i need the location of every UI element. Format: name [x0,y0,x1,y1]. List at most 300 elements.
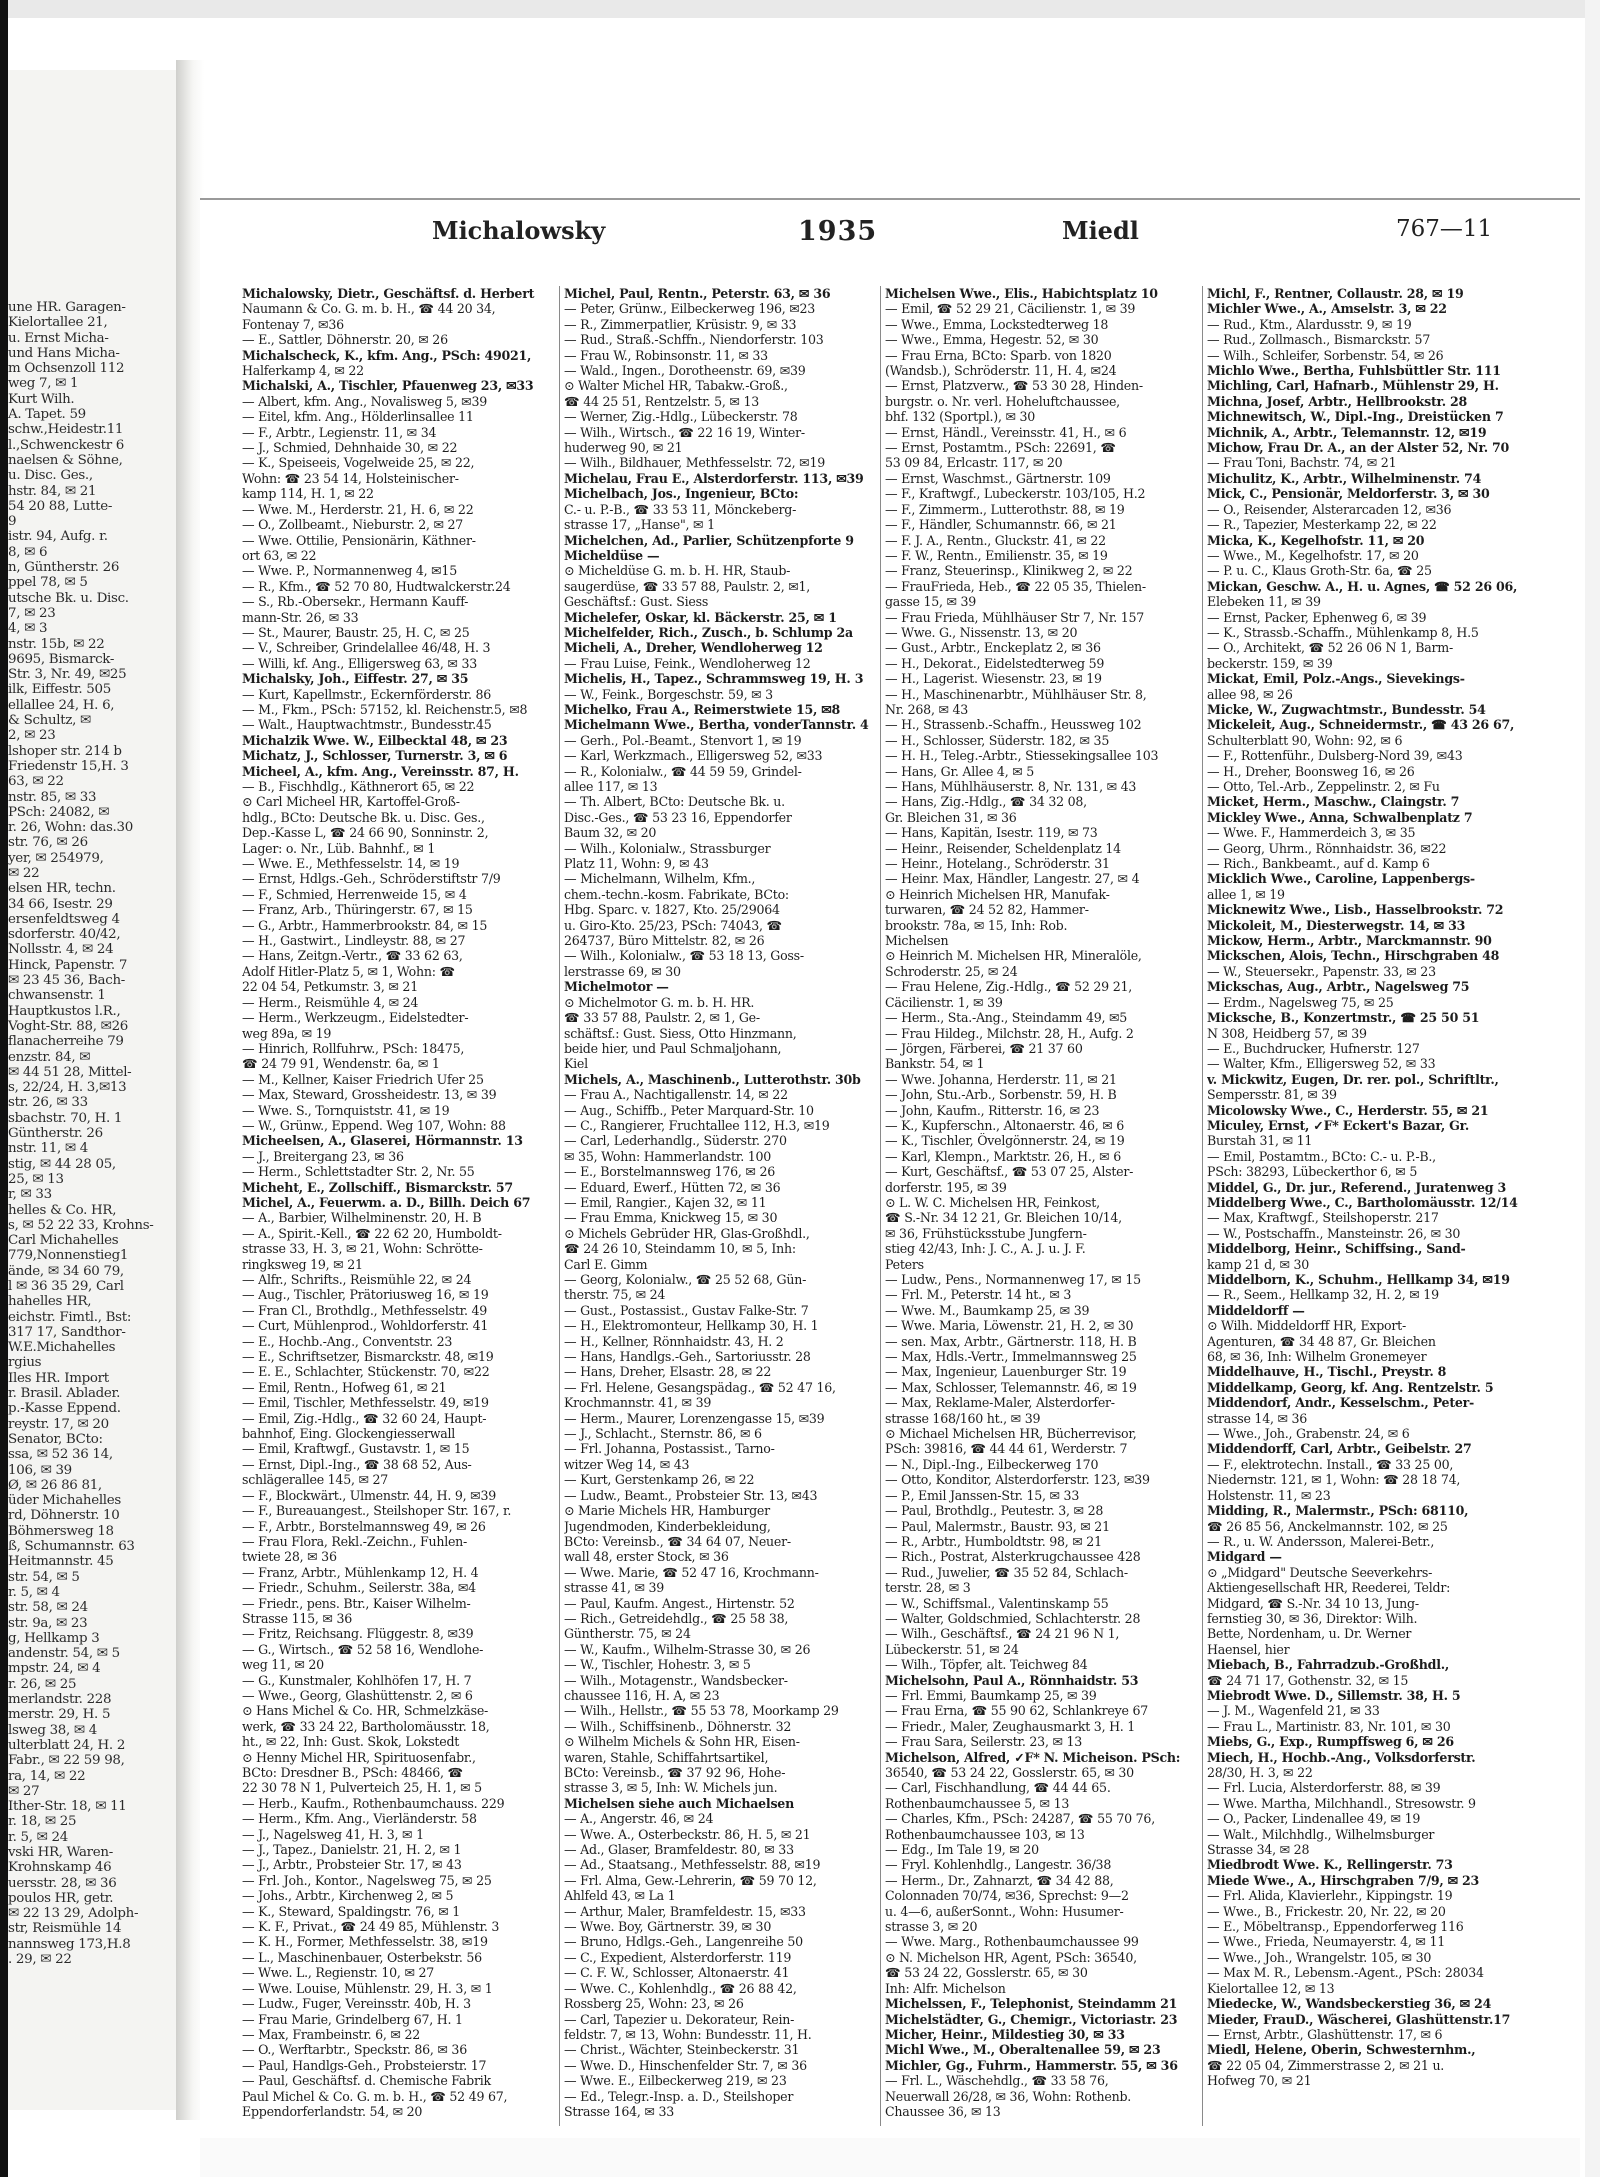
directory-entry: — Paul, Malermstr., Baustr. 93, ✉ 21 [885,1518,1110,1534]
directory-entry: — Albert, kfm. Ang., Novalisweg 5, ✉39 [242,393,487,409]
directory-entry: Haensel, hier [1207,1641,1290,1657]
directory-entry: Strasse 164, ✉ 33 [564,2103,674,2119]
directory-entry: ⊙ Heinrich M. Michelsen HR, Mineralöle, [885,948,1142,964]
directory-entry: Mickschen, Alois, Techn., Hirschgraben 48 [1207,948,1500,964]
directory-entry: Mickschas, Aug., Arbtr., Nagelsweg 75 [1207,979,1470,995]
directory-entry: ⊙ Henny Michel HR, Spirituosenfabr., [242,1749,476,1765]
directory-entry: — Emil, Zig.-Hdlg., ☎ 32 60 24, Haupt- [242,1410,487,1426]
directory-entry: Micolowsky Wwe., C., Herderstr. 55, ✉ 21 [1207,1102,1489,1118]
directory-entry: — F., Rottenführ., Dulsberg-Nord 39, ✉43 [1207,748,1463,764]
directory-entry: — Gust., Postassist., Gustav Falke-Str. 7 [564,1302,809,1318]
directory-entry: — Georg, Kolonialw., ☎ 25 52 68, Gün- [564,1272,807,1287]
directory-entry: — Wwe. A., Osterbeckstr. 86, H. 5, ✉ 21 [564,1826,811,1842]
directory-entry: — Emil, ☎ 52 29 21, Cäcilienstr. 1, ✉ 39 [885,301,1136,317]
directory-entry: — E., Möbeltransp., Eppendorferweg 116 [1207,1919,1464,1935]
directory-entry: — F., Blockwärt., Ulmenstr. 44, H. 9, ✉39 [242,1487,496,1503]
directory-entry: Carl E. Gimm [564,1256,648,1272]
directory-entry: — John, Kaufm., Ritterstr. 16, ✉ 23 [885,1102,1100,1118]
directory-entry: Schroderstr. 25, ✉ 24 [885,963,1018,979]
directory-entry: — Michelmann, Wilhelm, Kfm., [564,871,756,887]
directory-entry: Güntherstr. 75, ✉ 24 [564,1626,691,1642]
directory-entry: Michelssen, F., Telephonist, Steindamm 21 [885,1996,1178,2012]
directory-entry: Cäcilienstr. 1, ✉ 39 [885,994,1003,1010]
directory-entry: ⊙ N. Michelson HR, Agent, PSch: 36540, [885,1949,1137,1965]
facing-page-line: rd, Döhnerstr. 10 [8,1508,120,1524]
directory-entry: — W., Steuersekr., Papenstr. 33, ✉ 23 [1207,963,1436,979]
directory-entry: — J., Schlacht., Sternstr. 86, ✉ 6 [564,1426,762,1442]
directory-entry: — E., Borstelmannsweg 176, ✉ 26 [564,1164,775,1180]
directory-entry: beide hier, und Paul Schmaljohann, [564,1040,782,1056]
directory-entry: — Bruno, Hdlgs.-Geh., Langenreihe 50 [564,1934,803,1950]
directory-entry: — Walt., Hauptwachtmstr., Bundesstr.45 [242,717,492,733]
directory-entry: — Alfr., Schrifts., Reismühle 22, ✉ 24 [242,1272,472,1287]
directory-entry: therstr. 75, ✉ 24 [564,1287,666,1303]
directory-entry: ☎ 53 24 22, Gosslerstr. 65, ✉ 30 [885,1965,1088,1981]
directory-entry: Disc.-Ges., ☎ 53 23 16, Eppendorfer [564,809,792,825]
directory-entry: — Ernst, Händl., Vereinsstr. 41, H., ✉ 6 [885,424,1127,440]
directory-entry: — K., Tischler, Övelgönnerstr. 24, ✉ 19 [885,1133,1125,1149]
directory-entry: Micke, W., Zugwachtmstr., Bundesstr. 54 [1207,701,1486,717]
facing-page-line: r. 26, Wohn: das.30 [8,820,133,836]
directory-entry: — Wilh., Schleifer, Sorbenstr. 54, ✉ 26 [1207,347,1444,363]
directory-entry: Miedbrodt Wwe. K., Rellingerstr. 73 [1207,1857,1453,1873]
directory-entry: — Hans, Mühlhäuserstr. 8, Nr. 131, ✉ 43 [885,779,1137,794]
directory-entry: — Wwe., Frieda, Neumayerstr. 4, ✉ 11 [1207,1934,1445,1950]
directory-entry: Mickow, Herm., Arbtr., Marckmannstr. 90 [1207,933,1492,949]
facing-page-line: PSch: 24082, ✉ [8,804,110,820]
directory-entry: — Wwe. E., Eilbeckerweg 219, ✉ 23 [564,2073,787,2089]
directory-entry: Hbg. Sparc. v. 1827, Kto. 25/29064 [564,902,780,918]
directory-entry: Colonnaden 70/74, ✉36, Sprechst: 9—2 [885,1888,1129,1904]
directory-entry: — Frau Sara, Seilerstr. 23, ✉ 13 [885,1734,1083,1750]
directory-entry: Michalsky, Joh., Eiffestr. 27, ✉ 35 [242,671,469,687]
directory-entry: Hofweg 70, ✉ 21 [1207,2073,1312,2089]
directory-entry: — Eitel, kfm. Ang., Hölderlinsallee 11 [242,409,474,425]
directory-column-3 [885,286,1197,2119]
directory-entry: — E., Buchdrucker, Hufnerstr. 127 [1207,1040,1420,1056]
directory-entry: — W., Schiffsmal., Valentinskamp 55 [885,1595,1109,1611]
facing-page-line: ulterblatt 24, H. 2 [8,1737,126,1753]
directory-entry: — Hans, Dreher, Elsastr. 28, ✉ 22 [564,1364,772,1380]
directory-entry: Michna, Josef, Arbtr., Hellbrookstr. 28 [1207,393,1468,409]
directory-entry: — sen. Max, Arbtr., Gärtnerstr. 118, H. B [885,1333,1137,1349]
directory-entry: — Friedr., Schuhm., Seilerstr. 38a, ✉4 [242,1580,476,1596]
directory-entry: Michatz, J., Schlosser, Turnerstr. 3, ✉ 6 [242,748,508,764]
directory-entry: — Otto, Konditor, Alsterdorferstr. 123, ✉39 [885,1472,1150,1488]
header-last-name: Miedl [1062,216,1139,245]
directory-entry: — J., Breitergang 23, ✉ 36 [242,1148,404,1164]
facing-page-line: helles & Co. HR, [8,1202,117,1218]
facing-page-line: 4, ✉ 3 [8,621,48,637]
facing-page-line: ✉ 44 51 28, Mittel- [8,1064,132,1080]
directory-entry: turwaren, ☎ 24 52 82, Hammer- [885,902,1089,918]
directory-entry: schäftsf.: Gust. Siess, Otto Hinzmann, [564,1025,797,1041]
facing-page-line: ilk, Eiffestr. 505 [8,682,111,698]
directory-entry: — K., Kupferschn., Altonaerstr. 46, ✉ 6 [885,1117,1125,1133]
directory-entry: — Wilh., Geschäftsf., ☎ 24 21 96 N 1, [885,1626,1120,1642]
directory-entry: waren, Stahle, Schiffahrtsartikel, [564,1749,769,1765]
directory-entry: — Wwe., B., Frickestr. 20, Nr. 22, ✉ 20 [1207,1903,1446,1919]
directory-entry: ☎ 22 05 04, Zimmerstrasse 2, ✉ 21 u. [1207,2057,1445,2073]
directory-entry: Michelsen siehe auch Michaelsen [564,1795,794,1811]
directory-entry: — Wwe. M., Herderstr. 21, H. 6, ✉ 22 [242,501,474,517]
facing-page-line: yer, ✉ 254979, [8,850,104,866]
directory-entry: 22 04 54, Petkumstr. 3, ✉ 21 [242,979,418,995]
directory-entry: Krochmannstr. 41, ✉ 39 [564,1395,712,1411]
directory-entry: — R., Seem., Hellkamp 32, H. 2, ✉ 19 [1207,1287,1439,1303]
directory-entry: — G., Kunstmaler, Kohlhöfen 17, H. 7 [242,1672,472,1688]
directory-entry: Rothenbaumchaussee 103, ✉ 13 [885,1826,1085,1842]
directory-entry: Michalowsky, Dietr., Geschäftsf. d. Herbert [242,286,535,301]
page-header [200,216,1580,256]
facing-page-line: 9695, Bismarck- [8,651,115,667]
directory-entry: — Ed., Telegr.-Insp. a. D., Steilshoper [564,2088,794,2104]
directory-entry: 22 30 78 N 1, Pulverteich 25, H. 1, ✉ 5 [242,1780,482,1796]
directory-entry: — Rud., Zollmasch., Bismarckstr. 57 [1207,332,1431,348]
directory-entry: — W., Kaufm., Wilhelm-Strasse 30, ✉ 26 [564,1641,811,1657]
directory-entry: — Wwe. Martha, Milchhandl., Stresowstr. 9 [1207,1795,1476,1811]
directory-entry: — Emil, Kraftwgf., Gustavstr. 1, ✉ 15 [242,1441,470,1457]
facing-page-line: l ✉ 36 35 29, Carl [8,1279,124,1294]
directory-entry: BCto: Vereinsb., ☎ 37 92 96, Hohe- [564,1765,786,1780]
directory-entry: — Paul, Kaufm. Angest., Hirtenstr. 52 [564,1595,795,1611]
facing-page-line: str. 58, ✉ 24 [8,1600,88,1616]
directory-entry: — F., elektrotechn. Install., ☎ 33 25 00, [1207,1456,1454,1472]
directory-entry: allee 1, ✉ 19 [1207,886,1285,902]
directory-entry: — Frau Emma, Knickweg 15, ✉ 30 [564,1210,778,1226]
directory-entry: Micknewitz Wwe., Lisb., Hasselbrookstr. 72 [1207,902,1504,918]
directory-entry: — Frau L., Martinistr. 83, Nr. 101, ✉ 30 [1207,1718,1451,1734]
facing-page-line: ✉ 27 [8,1783,40,1799]
directory-entry: Sempersstr. 81, ✉ 39 [1207,1087,1337,1103]
facing-page-line: ellallee 24, H. 6, [8,697,115,713]
directory-entry: — Aug., Schiffb., Peter Marquard-Str. 10 [564,1102,814,1118]
directory-entry: Michnik, A., Arbtr., Telemannstr. 12, ✉19 [1207,424,1487,440]
directory-entry: — Franz, Arbtr., Mühlenkamp 12, H. 4 [242,1564,479,1580]
directory-entry: Michelefer, Oskar, kl. Bäckerstr. 25, ✉ 1 [564,609,837,625]
directory-entry: Kielortallee 12, ✉ 13 [1207,1980,1335,1996]
directory-entry: allee 98, ✉ 26 [1207,686,1293,702]
directory-entry: — Eduard, Ewerf., Hütten 72, ✉ 36 [564,1179,781,1195]
directory-entry: Michow, Frau Dr. A., an der Alster 52, Nr. 70 [1207,440,1510,456]
facing-page-line: nstr. 85, ✉ 33 [8,789,97,805]
directory-entry: — Wald., Ingen., Dorotheenstr. 69, ✉39 [564,363,806,379]
directory-entry: — Carl, Tapezier u. Dekorateur, Rein- [564,2011,795,2027]
directory-entry: — B., Fischhdlg., Käthnerort 65, ✉ 22 [242,779,475,794]
facing-page-line: ✉ 22 13 29, Adolph- [8,1906,139,1922]
directory-entry: — Emil, Rentn., Hofweg 61, ✉ 21 [242,1379,447,1395]
directory-entry: — H., Maschinenarbtr., Mühlhäuser Str. 8, [885,686,1147,702]
directory-entry: — Ludw., Pens., Normannenweg 17, ✉ 15 [885,1272,1141,1287]
directory-entry: — Max, Hdls.-Vertr., Immelmannsweg 25 [885,1349,1137,1365]
facing-page-line: 317 17, Sandthor- [8,1324,126,1340]
directory-entry: — Frl. Helene, Gesangspädag., ☎ 52 47 16, [564,1379,836,1395]
directory-entry: Eppendorferlandstr. 54, ✉ 20 [242,2103,423,2119]
directory-entry: beckerstr. 159, ✉ 39 [1207,655,1333,671]
facing-page-line: Str. 3, Nr. 49, ✉25 [8,667,127,683]
directory-entry: — R., Kolonialw., ☎ 44 59 59, Grindel- [564,763,802,779]
directory-entry: BCto: Vereinsb., ☎ 34 64 07, Neuer- [564,1533,791,1549]
directory-entry: — F. W., Rentn., Emilienstr. 35, ✉ 19 [885,547,1108,563]
directory-entry: ☎ 24 71 17, Gothenstr. 32, ✉ 15 [1207,1672,1409,1688]
directory-entry: — Ernst, Packer, Ephenweg 6, ✉ 39 [1207,609,1427,625]
directory-entry: — Max M. R., Lebensm.-Agent., PSch: 28034 [1207,1965,1484,1981]
directory-entry: PSch: 38293, Lübeckerthor 6, ✉ 5 [1207,1164,1418,1180]
directory-column-2 [564,286,876,2119]
directory-entry: Michler, Gg., Fuhrm., Hammerstr. 55, ✉ 36 [885,2057,1178,2073]
directory-entry: strasse 33, H. 3, ✉ 21, Wohn: Schrötte- [242,1241,483,1257]
directory-entry: ⊙ Wilhelm Michels & Sohn HR, Eisen- [564,1734,800,1750]
directory-entry: PSch: 39816, ☎ 44 44 61, Werderstr. 7 [885,1441,1128,1457]
facing-page-line: Heitmannstr. 45 [8,1554,114,1570]
directory-entry: — Franz, Steuerinsp., Klinikweg 2, ✉ 22 [885,563,1133,579]
directory-entry: — Th. Albert, BCto: Deutsche Bk. u. [564,794,785,810]
directory-entry: — Herm., Werkzeugm., Eidelstedter- [242,1010,469,1026]
directory-entry: — Frl. M., Peterstr. 14 ht., ✉ 3 [885,1287,1072,1303]
directory-entry: Gr. Bleichen 31, ✉ 36 [885,809,1017,825]
facing-page-line: Carl Michahelles [8,1233,119,1249]
directory-entry: Middeldorff — [1207,1302,1305,1318]
scan-left-border [0,0,8,2177]
directory-entry: Naumann & Co. G. m. b. H., ☎ 44 20 34, [242,301,496,317]
directory-entry: kamp 21 d, ✉ 30 [1207,1256,1310,1272]
facing-page-line: r. 26, ✉ 25 [8,1676,77,1692]
directory-entry: mann-Str. 26, ✉ 33 [242,609,359,625]
facing-page-line: Ither-Str. 18, ✉ 11 [8,1799,127,1815]
directory-entry: Holstenstr. 11, ✉ 23 [1207,1487,1331,1503]
directory-entry: — F., Händler, Schumannstr. 66, ✉ 21 [885,517,1117,533]
facing-page-line: schw.,Heidestr.11 [8,422,124,438]
directory-entry: u. Giro-Kto. 25/23, PSch: 74043, ☎ [564,917,782,933]
facing-page-lines [8,300,168,1967]
directory-entry: ⊙ Michelmotor G. m. b. H. HR. [564,994,755,1010]
directory-entry: — Wilh., Bildhauer, Methfesselstr. 72, ✉19 [564,455,826,471]
facing-page-line: str. 76, ✉ 26 [8,835,88,851]
directory-entry: — Herm., Maurer, Lorenzengasse 15, ✉39 [564,1410,825,1426]
directory-entry: strasse 168/160 ht., ✉ 39 [885,1410,1041,1426]
directory-entry: — M., Fkm., PSch: 57152, kl. Reichenstr.5, ✉8 [242,701,528,717]
directory-entry: Schulterblatt 90, Wohn: 92, ✉ 6 [1207,732,1403,748]
directory-entry: — Hans, Zeitgn.-Vertr., ☎ 33 62 63, [242,948,463,964]
directory-entry: Michels, A., Maschinenb., Lutterothstr. 30b [564,1071,861,1087]
header-first-name: Michalowsky [432,216,606,245]
directory-entry: chem.-techn.-kosm. Fabrikate, BCto: [564,886,789,902]
directory-entry: — F., Schmied, Herrenweide 15, ✉ 4 [242,886,467,902]
directory-entry: — Wilh., Kolonialw., ☎ 53 18 13, Goss- [564,948,804,964]
directory-entry: — Wwe., Emma, Hegestr. 52, ✉ 30 [885,332,1099,348]
facing-page-line: nstr. 11, ✉ 4 [8,1141,88,1157]
directory-entry: Inh: Alfr. Michelson [885,1980,1006,1996]
directory-entry: — C., Expedient, Alsterdorferstr. 119 [564,1949,792,1965]
directory-entry: Michelau, Frau E., Alsterdorferstr. 113, ✉39 [564,470,864,486]
directory-entry: — Hans, Handlgs.-Geh., Sartoriusstr. 28 [564,1349,811,1365]
directory-entry: Middendorf, Andr., Kesselschm., Peter- [1207,1395,1475,1411]
directory-entry: Kiel [564,1056,588,1072]
facing-page-line: enzstr. 84, ✉ [8,1049,91,1065]
directory-entry: — Max, Kraftwgf., Steilshoperstr. 217 [1207,1210,1439,1226]
directory-entry: Midgard, ☎ S.-Nr. 34 10 13, Jung- [1207,1595,1419,1611]
directory-entry: feldstr. 7, ✉ 13, Wohn: Bundesstr. 11, H. [564,2026,812,2042]
directory-entry: — O., Werftarbtr., Speckstr. 86, ✉ 36 [242,2042,467,2058]
facing-page-line: Krohnskamp 46 [8,1860,112,1876]
directory-entry: — Erdm., Nagelsweg 75, ✉ 25 [1207,994,1394,1010]
directory-entry: — J. M., Wagenfeld 21, ✉ 33 [1207,1703,1380,1719]
facing-page-line: istr. 94, Aufg. r. [8,529,108,545]
directory-entry: Michel, A., Feuerwm. a. D., Billh. Deich 67 [242,1194,531,1210]
directory-entry: — Herb., Kaufm., Rothenbaumchauss. 229 [242,1795,505,1811]
directory-entry: — C. F. W., Schlosser, Altonaerstr. 41 [564,1965,790,1981]
directory-entry: Strasse 115, ✉ 36 [242,1610,352,1626]
directory-entry: saugerdüse, ☎ 33 57 88, Paulstr. 2, ✉1, [564,578,811,594]
directory-entry: gasse 15, ✉ 39 [885,594,977,610]
directory-entry: — Arthur, Maler, Bramfeldestr. 15, ✉33 [564,1903,806,1919]
directory-entry: — R., u. W. Andersson, Malerei-Betr., [1207,1533,1435,1549]
directory-entry: — Wwe. D., Hinschenfelder Str. 7, ✉ 36 [564,2057,807,2073]
directory-entry: Middelhauve, H., Tischl., Preystr. 8 [1207,1364,1447,1380]
page-top-rule [200,198,1580,200]
directory-entry: Bette, Nordenham, u. Dr. Werner [1207,1626,1412,1642]
directory-entry: Michalzik Wwe. W., Eilbecktal 48, ✉ 23 [242,732,508,748]
directory-entry: — L., Maschinenbauer, Osterbekstr. 56 [242,1949,482,1965]
directory-entry: — W., Postschaffn., Mansteinstr. 26, ✉ 30 [1207,1225,1461,1241]
directory-entry: — R., Arbtr., Humboldtstr. 98, ✉ 21 [885,1533,1102,1549]
directory-entry: Michelis, H., Tapez., Schrammsweg 19, H. 3 [564,671,864,687]
directory-entry: — K., Steward, Spaldingstr. 76, ✉ 1 [242,1903,461,1919]
directory-entry: Lübeckerstr. 51, ✉ 24 [885,1641,1019,1657]
directory-entry: Neuerwall 26/28, ✉ 36, Wohn: Rothenb. [885,2088,1132,2104]
directory-entry: — Frl. Joh., Kontor., Nagelsweg 75, ✉ 25 [242,1872,492,1888]
directory-entry: stieg 42/43, Inh: J. C., A. J. u. J. F. [885,1241,1086,1257]
facing-page-line: rgius [8,1355,42,1371]
directory-entry: — Charles, Kfm., PSch: 24287, ☎ 55 70 76, [885,1811,1155,1827]
directory-entry: — Ad., Glaser, Bramfeldestr. 80, ✉ 33 [564,1842,794,1858]
facing-page-line: & Schultz, ✉ [8,713,91,729]
directory-entry: Michelko, Frau A., Reimerstwiete 15, ✉8 [564,701,841,717]
directory-entry: — Rich., Bankbeamt., auf d. Kamp 6 [1207,856,1430,872]
directory-entry: — O., Zollbeamt., Nieburstr. 2, ✉ 27 [242,517,464,533]
directory-entry: — F., Bureauangest., Steilshoper Str. 167, r. [242,1503,512,1519]
directory-entry: Agenturen, ☎ 34 48 87, Gr. Bleichen [1207,1333,1436,1349]
directory-entry: — Frl. Emmi, Baumkamp 25, ✉ 39 [885,1687,1097,1703]
facing-page-line: ssa, ✉ 52 36 14, [8,1447,113,1463]
directory-entry: — Wilh., Hellstr., ☎ 55 53 78, Moorkamp 29 [564,1703,839,1719]
directory-entry: dorferstr. 195, ✉ 39 [885,1179,1007,1195]
facing-page-line: n, Güntherstr. 26 [8,560,120,576]
directory-entry: — Fryl. Kohlenhdlg., Langestr. 36/38 [885,1857,1112,1873]
directory-entry: Midgard — [1207,1549,1282,1565]
directory-entry: — Frl. Alida, Klavierlehr., Kippingstr. 19 [1207,1888,1453,1904]
directory-entry: — Walter, Goldschmied, Schlachterstr. 28 [885,1610,1141,1626]
directory-entry: Aktiengesellschaft HR, Reederei, Teldr: [1207,1580,1451,1596]
facing-page-fragment [8,70,178,2110]
directory-entry: — Wilh., Kolonialw., Strassburger [564,840,771,856]
directory-entry: Middelberg Wwe., C., Bartholomäusstr. 12/14 [1207,1194,1518,1210]
directory-entry: — FrauFrieda, Heb., ☎ 22 05 35, Thielen- [885,578,1146,594]
directory-entry: — Frau Marie, Grindelberg 67, H. 1 [242,2011,463,2027]
directory-entry: ☎ 26 85 56, Anckelmannstr. 102, ✉ 25 [1207,1518,1448,1534]
directory-entry: Rothenbaumchaussee 5, ✉ 13 [885,1795,1070,1811]
facing-page-line: nstr. 15b, ✉ 22 [8,636,105,652]
directory-entry: — Frau Hildeg., Milchstr. 28, H., Aufg. 2 [885,1025,1134,1041]
directory-entry: N 308, Heidberg 57, ✉ 39 [1207,1025,1367,1041]
directory-entry: ringksweg 19, ✉ 21 [242,1256,363,1272]
facing-page-line: ß, Schumannstr. 63 [8,1539,135,1555]
directory-entry: — Ernst, Waschmst., Gärtnerstr. 109 [885,470,1111,486]
directory-entry: Burstah 31, ✉ 11 [1207,1133,1313,1149]
directory-entry: — H., Schlosser, Süderstr. 182, ✉ 35 [885,732,1110,748]
facing-page-line: lsweg 38, ✉ 4 [8,1722,98,1738]
directory-entry: Baum 32, ✉ 20 [564,825,657,841]
facing-page-line: hahelles HR, [8,1294,92,1310]
directory-entry: — Friedr., pens. Btr., Kaiser Wilhelm- [242,1595,471,1611]
directory-entry: Michelsen [885,933,949,949]
directory-entry: Michelfelder, Rich., Zusch., b. Schlump 2a [564,624,853,640]
facing-page-line: Kielortallee 21, [8,315,108,331]
directory-entry: 53 09 84, Erlcastr. 117, ✉ 20 [885,455,1063,471]
facing-page-line: p.-Kasse Eppend. [8,1401,121,1417]
directory-entry: — Max, Schlosser, Telemannstr. 46, ✉ 19 [885,1379,1137,1395]
directory-entry: — Ludw., Fuger, Vereinsstr. 40b, H. 3 [242,1996,471,2012]
directory-entry: — Wwe. Boy, Gärtnerstr. 39, ✉ 30 [564,1919,772,1935]
directory-entry: — Emil, Rangier., Kajen 32, ✉ 11 [564,1194,767,1210]
directory-entry: — Rich., Getreidehdlg., ☎ 25 58 38, [564,1610,789,1626]
facing-page-line: naelsen & Söhne, [8,452,123,468]
directory-entry: twiete 28, ✉ 36 [242,1549,337,1565]
page-bottom-margin [200,2138,1580,2177]
directory-entry: — K. H., Former, Methfesselstr. 38, ✉19 [242,1934,488,1950]
directory-entry: — Werner, Zig.-Hdlg., Lübeckerstr. 78 [564,409,798,425]
directory-entry: — Max, Steward, Grossheidestr. 13, ✉ 39 [242,1087,497,1103]
directory-entry: Micheli, A., Dreher, Wendloherweg 12 [564,640,823,656]
directory-entry: huderweg 90, ✉ 21 [564,440,683,456]
directory-entry: — Peter, Grünw., Eilbeckerweg 196, ✉23 [564,301,816,317]
facing-page-line: 25, ✉ 13 [8,1171,64,1187]
facing-page-line: str. 9a, ✉ 23 [8,1615,88,1631]
directory-entry: Mickoleit, M., Diesterwegstr. 14, ✉ 33 [1207,917,1466,933]
directory-entry: — Georg, Uhrm., Rönnhaidstr. 36, ✉22 [1207,840,1447,856]
directory-entry: Middelborg, Heinr., Schiffsing., Sand- [1207,1241,1466,1257]
directory-entry: schlägerallee 145, ✉ 27 [242,1472,389,1488]
directory-entry: Michler Wwe., A., Amselstr. 3, ✉ 22 [1207,301,1447,317]
directory-entry: ☎ 33 57 88, Paulstr. 2, ✉ 1, Ge- [564,1010,760,1026]
directory-entry: — Frl. Lucia, Alsterdorferstr. 88, ✉ 39 [1207,1780,1441,1796]
directory-entry: — H., Dreher, Boonsweg 16, ✉ 26 [1207,763,1415,779]
scan-right-margin [1585,0,1600,2177]
facing-page-line: uersstr. 28, ✉ 36 [8,1875,117,1891]
directory-entry: Midding, R., Malermstr., PSch: 68110, [1207,1503,1469,1519]
facing-page-line: ände, ✉ 34 60 79, [8,1263,124,1279]
directory-entry: Bankstr. 54, ✉ 1 [885,1056,985,1072]
directory-entry: — Hans, Zig.-Hdlg., ☎ 34 32 08, [885,794,1087,810]
facing-page-line: andenstr. 54, ✉ 5 [8,1646,120,1662]
directory-entry: — Fran Cl., Brothdlg., Methfesselstr. 49 [242,1302,488,1318]
column-divider [559,286,560,2126]
facing-page-line: sdorferstr. 40/42, [8,927,121,943]
directory-entry: Elebeken 11, ✉ 39 [1207,594,1321,610]
directory-entry: — Wwe. C., Kohlenhdlg., ☎ 26 88 42, [564,1980,797,1996]
directory-entry: — Wwe. Marie, ☎ 52 47 16, Krochmann- [564,1564,819,1580]
facing-page-line: nannsweg 173,H.8 [8,1936,131,1952]
facing-page-line: vski HR, Waren- [8,1844,113,1860]
facing-page-line: ppel 78, ✉ 5 [8,575,88,591]
directory-entry: — Jörgen, Färberei, ☎ 21 37 60 [885,1040,1083,1056]
directory-entry: Middendorff, Carl, Arbtr., Geibelstr. 27 [1207,1441,1472,1457]
directory-entry: — Hans, Kapitän, Isestr. 119, ✉ 73 [885,825,1098,841]
directory-entry: — P. u. C., Klaus Groth-Str. 6a, ☎ 25 [1207,563,1432,579]
directory-entry: Nr. 268, ✉ 43 [885,701,969,717]
directory-entry: Miculey, Ernst, ✓F* Eckert's Bazar, Gr. [1207,1117,1470,1133]
facing-page-line: weg 7, ✉ 1 [8,376,79,392]
